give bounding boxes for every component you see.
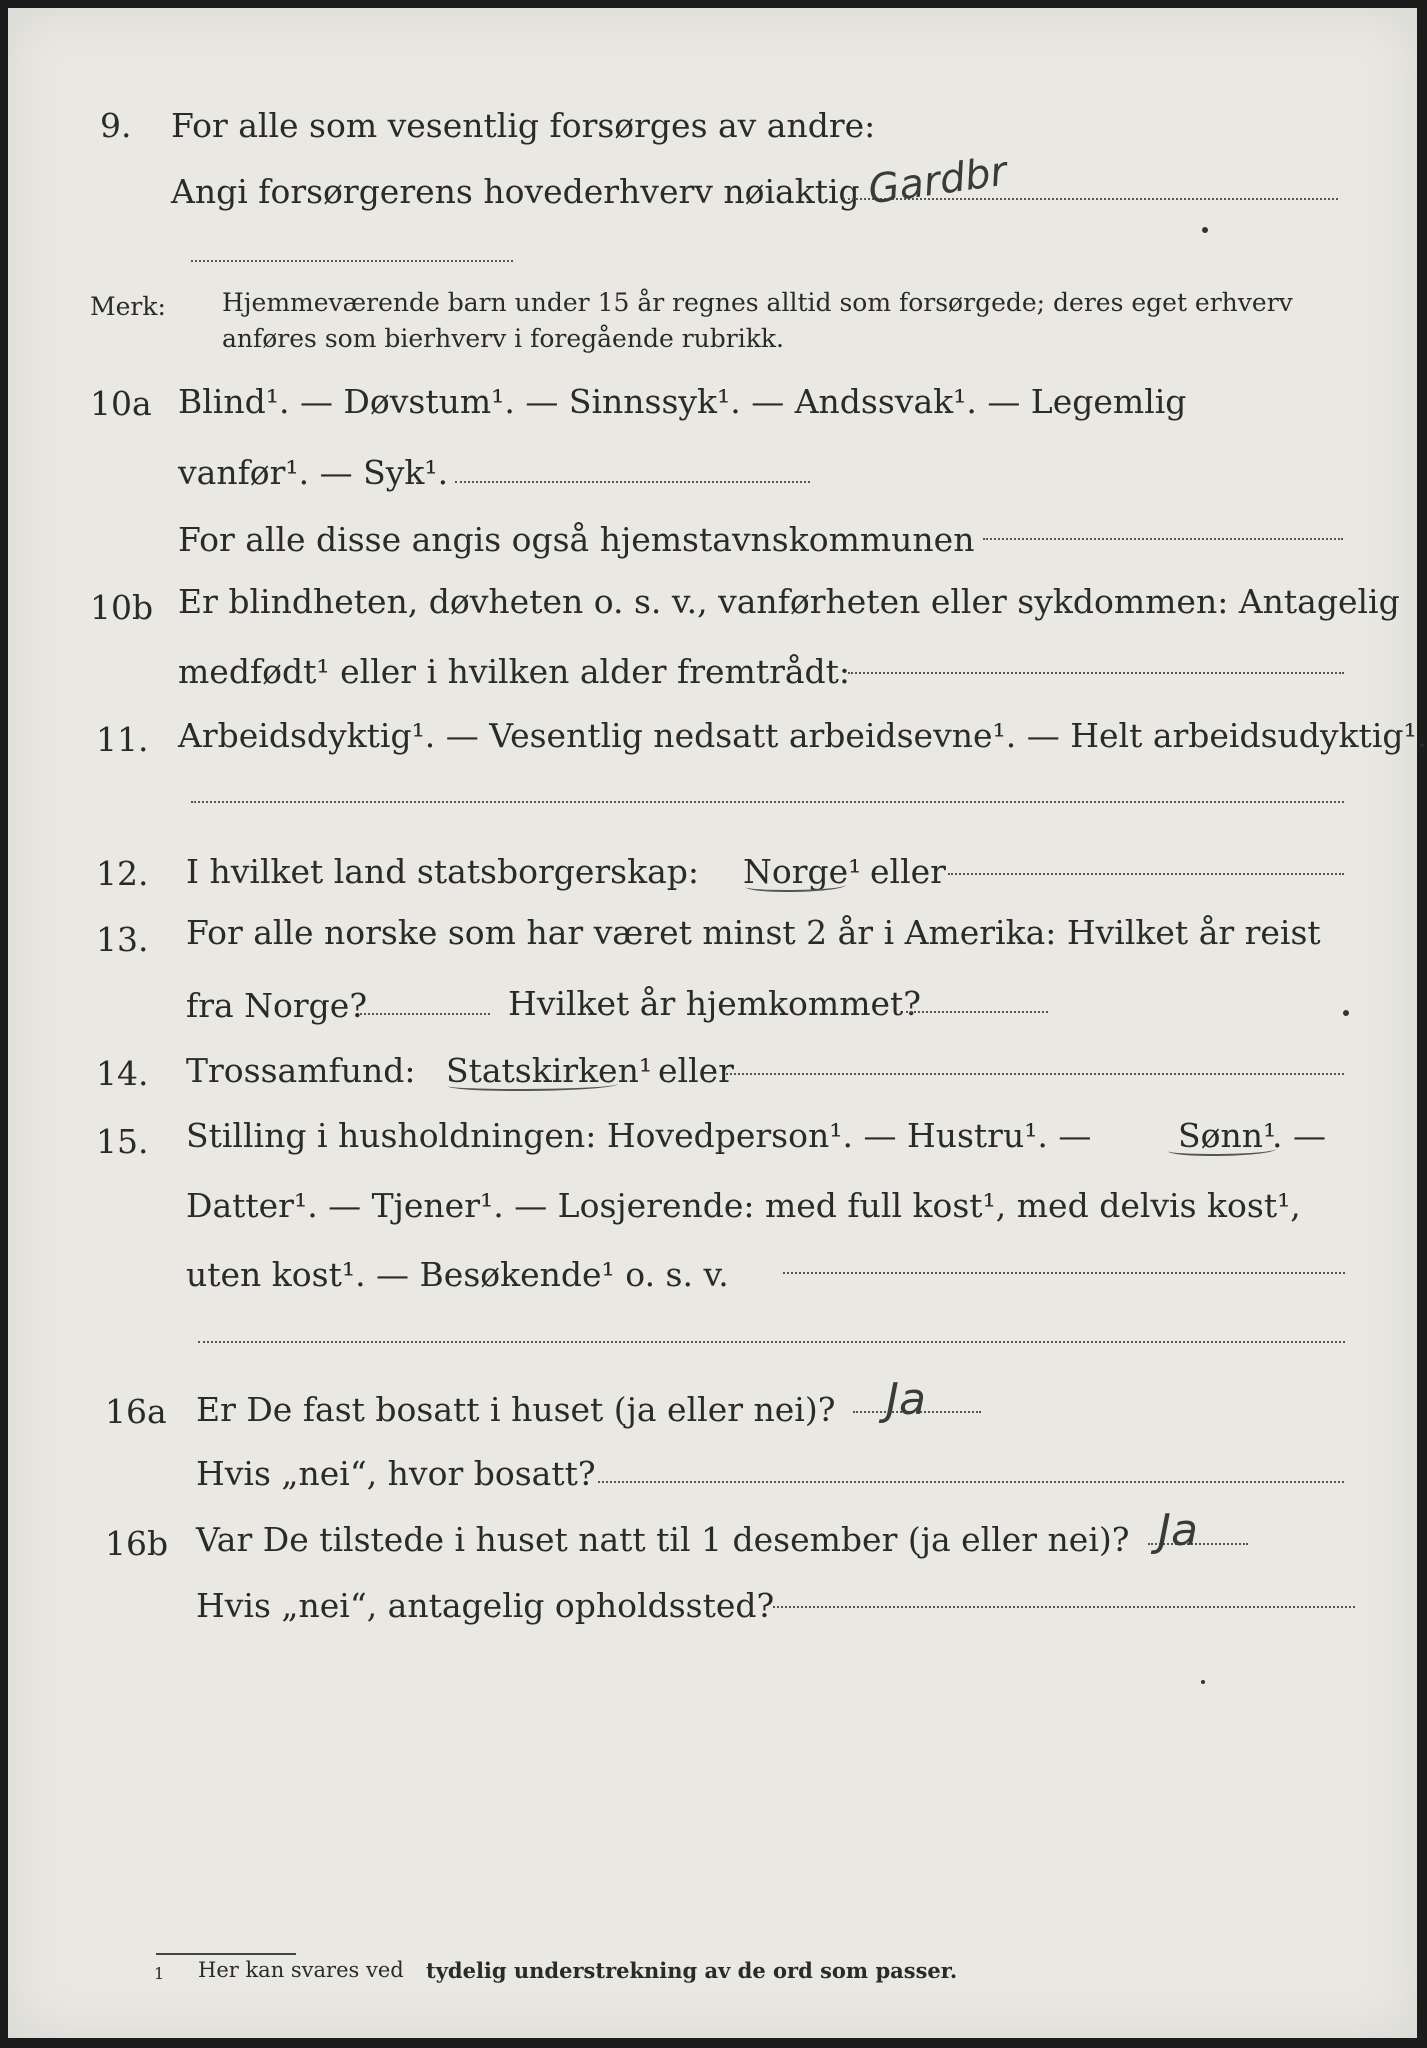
q10a-line3: For alle disse angis også hjemstavnskommunen: [178, 520, 975, 559]
q16b-line1: Var De tilstede i huset natt til 1 desember (ja eller nei)?: [196, 1520, 1130, 1559]
merk-line2: anføres som bierhverv i foregående rubrikk.: [222, 324, 784, 353]
ink-speck: [1201, 1680, 1205, 1684]
q16a-line2: Hvis „nei“, hvor bosatt?: [196, 1454, 596, 1493]
q16b-opholdssted-line: [773, 1606, 1355, 1608]
footnote-rule: [156, 1953, 296, 1955]
q10b-line2: medfødt¹ eller i hvilken alder fremtrådt:: [178, 652, 851, 691]
q12-eller: eller: [870, 852, 946, 891]
q13-line1: For alle norske som har været minst 2 år i Amerika: Hvilket år reist: [186, 913, 1321, 952]
q9-number: 9.: [100, 106, 132, 145]
q9-handwritten-answer: Gardbr: [865, 148, 1010, 214]
q16a-bosatt-line: [598, 1481, 1344, 1483]
q15-line1c: . —: [1272, 1116, 1326, 1155]
q11-blank-line: [191, 801, 1344, 803]
q15-line1a: Stilling i husholdningen: Hovedperson¹. — Hustru¹. —: [186, 1116, 1092, 1155]
q11-number: 11.: [96, 720, 149, 759]
q10a-number: 10a: [90, 384, 152, 423]
q9-blank-line: [191, 260, 513, 262]
q12-number: 12.: [96, 854, 149, 893]
footnote-text-b: tydelig understrekning av de ord som passer.: [426, 1958, 958, 1983]
q15-sonn-option: Sønn¹: [1178, 1116, 1277, 1155]
q10b-answer-line: [848, 672, 1344, 674]
q10a-line1: Blind¹. — Døvstum¹. — Sinnssyk¹. — Andssvak¹. — Legemlig: [178, 382, 1187, 421]
q16a-line1: Er De fast bosatt i huset (ja eller nei)?: [196, 1390, 836, 1429]
q9-line1: For alle som vesentlig forsørges av andre:: [171, 106, 876, 145]
q13-reist-line: [360, 1013, 490, 1015]
q14-answer-line: [726, 1073, 1344, 1075]
ink-speck: [1343, 1010, 1349, 1016]
q15-line3: uten kost¹. — Besøkende¹ o. s. v.: [186, 1255, 729, 1294]
q15-answer-line: [783, 1272, 1345, 1274]
census-form-page: [8, 8, 1427, 2038]
q10b-number: 10b: [90, 588, 154, 627]
q14-statskirken-option: Statskirken¹: [446, 1051, 653, 1090]
q16a-handwritten-answer: Ja: [886, 1374, 926, 1425]
q14-eller: eller: [658, 1051, 734, 1090]
q13-hjemkommet-line: [906, 1011, 1048, 1013]
q11-line1: Arbeidsdyktig¹. — Vesentlig nedsatt arbeidsevne¹. — Helt arbeidsudyktig¹.: [178, 716, 1427, 755]
merk-line1: Hjemmeværende barn under 15 år regnes alltid som forsørgede; deres eget erhverv: [222, 288, 1293, 317]
ink-speck: [1202, 227, 1208, 233]
q10a-syk-line: [455, 481, 810, 483]
q16b-handwritten-answer: Ja: [1158, 1505, 1198, 1556]
q12-norge-option: Norge¹: [743, 852, 862, 891]
q15-number: 15.: [96, 1122, 149, 1161]
q13-line2b: Hvilket år hjemkommet?: [508, 984, 921, 1023]
q16b-line2: Hvis „nei“, antagelig opholdssted?: [196, 1586, 775, 1625]
q10a-line2: vanfør¹. — Syk¹.: [178, 453, 449, 492]
q13-line2a: fra Norge?: [186, 986, 368, 1025]
q10a-kommune-line: [983, 538, 1343, 540]
merk-label: Merk:: [90, 292, 166, 321]
q15-line2: Datter¹. — Tjener¹. — Losjerende: med full kost¹, med delvis kost¹,: [186, 1186, 1301, 1225]
footnote-mark: 1: [154, 1964, 165, 1983]
q16a-number: 16a: [105, 1392, 167, 1431]
q12-line1a: I hvilket land statsborgerskap:: [186, 852, 700, 891]
footnote-text-a: Her kan svares ved: [198, 1958, 404, 1982]
q9-line2: Angi forsørgerens hovederhverv nøiaktig: [171, 172, 860, 211]
q12-answer-line: [948, 873, 1344, 875]
q15-blank-line: [198, 1341, 1345, 1343]
q16b-number: 16b: [105, 1524, 169, 1563]
q14-line1a: Trossamfund:: [186, 1051, 416, 1090]
q14-number: 14.: [96, 1054, 149, 1093]
q10b-line1: Er blindheten, døvheten o. s. v., vanførheten eller sykdommen: Antagelig: [178, 582, 1400, 621]
q13-number: 13.: [96, 920, 149, 959]
